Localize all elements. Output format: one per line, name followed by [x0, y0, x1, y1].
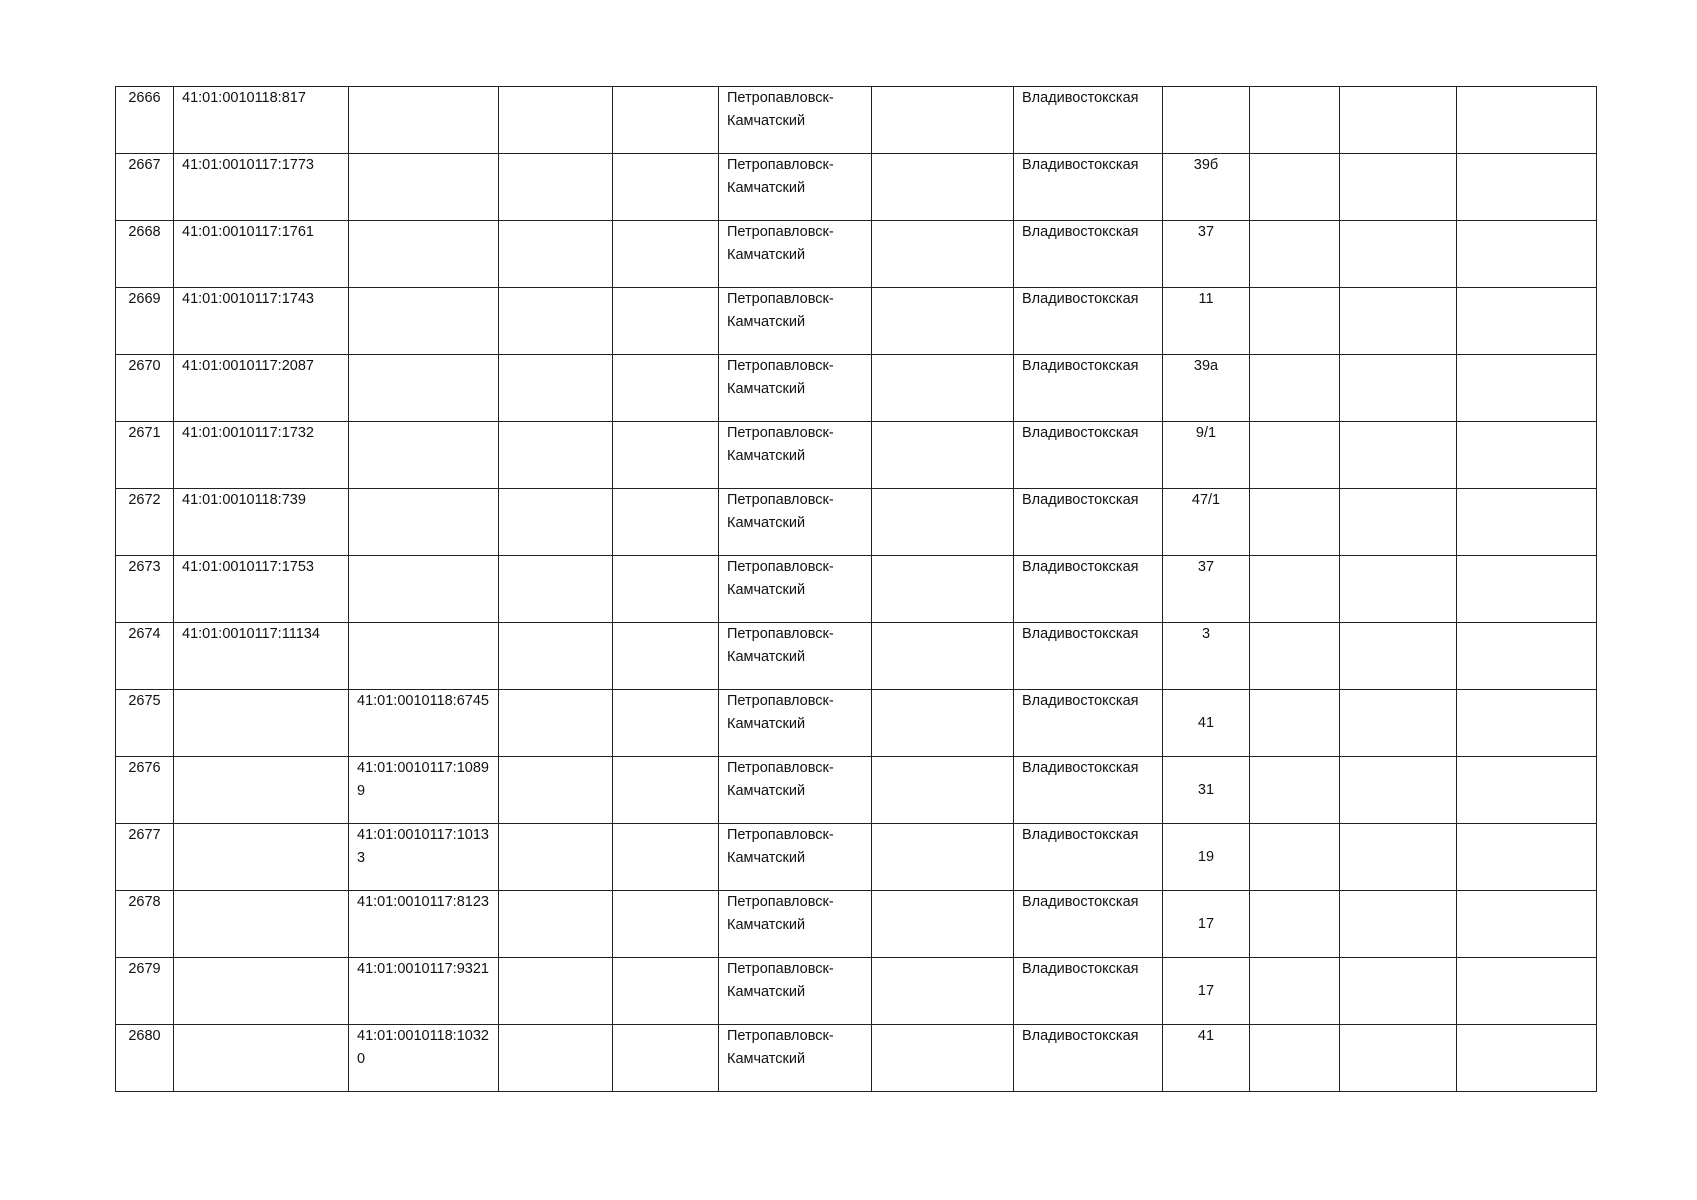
row-number: 2677 — [128, 827, 161, 843]
empty-cell — [1457, 690, 1597, 757]
row-number-cell — [116, 958, 174, 1025]
row-number-cell — [116, 824, 174, 891]
empty-cell — [872, 87, 1014, 154]
table-row — [116, 154, 1597, 221]
city-cell — [719, 958, 872, 1025]
street-cell — [1014, 958, 1163, 1025]
house-number: 17 — [1197, 982, 1215, 999]
street-cell — [1014, 489, 1163, 556]
city-name: Петропавловск-Камчатский — [727, 961, 834, 1000]
city-name: Петропавловск-Камчатский — [727, 157, 834, 196]
empty-cell — [613, 87, 719, 154]
row-number: 2667 — [128, 157, 161, 173]
house-number-cell — [1163, 556, 1250, 623]
empty-cell — [499, 623, 613, 690]
empty-cell — [872, 690, 1014, 757]
city-name: Петропавловск-Камчатский — [727, 760, 834, 799]
table-row — [116, 556, 1597, 623]
street-name: Владивостокская — [1022, 492, 1139, 508]
empty-cell — [872, 824, 1014, 891]
empty-cell — [613, 690, 719, 757]
cadastral-number-cell — [174, 87, 349, 154]
building-cadastral-number-cell — [349, 1025, 499, 1092]
building-cadastral-number-cell — [349, 355, 499, 422]
city-name: Петропавловск-Камчатский — [727, 358, 834, 397]
street-name: Владивостокская — [1022, 693, 1139, 709]
street-cell — [1014, 221, 1163, 288]
cadastral-number-cell — [174, 623, 349, 690]
row-number-cell — [116, 288, 174, 355]
city-cell — [719, 891, 872, 958]
empty-cell — [613, 154, 719, 221]
city-cell — [719, 87, 872, 154]
cadastral-number-cell — [174, 1025, 349, 1092]
city-name: Петропавловск-Камчатский — [727, 1028, 834, 1067]
cadastral-number-cell — [174, 355, 349, 422]
row-number: 2678 — [128, 894, 161, 910]
street-cell — [1014, 87, 1163, 154]
house-number: 41 — [1197, 714, 1215, 731]
house-number: 39а — [1193, 358, 1219, 374]
empty-cell — [499, 891, 613, 958]
table-row — [116, 288, 1597, 355]
cadastral-number-cell — [174, 154, 349, 221]
empty-cell — [613, 958, 719, 1025]
row-number: 2675 — [128, 693, 161, 709]
street-cell — [1014, 757, 1163, 824]
street-cell — [1014, 891, 1163, 958]
table-row — [116, 1025, 1597, 1092]
empty-cell — [613, 422, 719, 489]
empty-cell — [499, 690, 613, 757]
empty-cell — [1340, 891, 1457, 958]
empty-cell — [499, 288, 613, 355]
empty-cell — [1457, 556, 1597, 623]
empty-cell — [1340, 690, 1457, 757]
row-number-cell — [116, 422, 174, 489]
building-cadastral-number-cell — [349, 958, 499, 1025]
cadastral-number: 41:01:0010117:1743 — [182, 291, 314, 307]
city-cell — [719, 288, 872, 355]
empty-cell — [1340, 87, 1457, 154]
empty-cell — [872, 154, 1014, 221]
table-row — [116, 221, 1597, 288]
building-cadastral-number-cell — [349, 87, 499, 154]
empty-cell — [872, 221, 1014, 288]
table-row — [116, 958, 1597, 1025]
empty-cell — [1250, 489, 1340, 556]
building-cadastral-number-cell — [349, 154, 499, 221]
building-cadastral-number-cell — [349, 288, 499, 355]
empty-cell — [872, 288, 1014, 355]
empty-cell — [499, 1025, 613, 1092]
empty-cell — [1250, 690, 1340, 757]
house-number: 19 — [1197, 848, 1215, 865]
street-name: Владивостокская — [1022, 358, 1139, 374]
row-number-cell — [116, 221, 174, 288]
street-name: Владивостокская — [1022, 827, 1139, 843]
house-number: 41 — [1197, 1028, 1215, 1044]
row-number: 2673 — [128, 559, 161, 575]
street-name: Владивостокская — [1022, 626, 1139, 642]
empty-cell — [1457, 489, 1597, 556]
empty-cell — [1457, 422, 1597, 489]
city-cell — [719, 355, 872, 422]
cadastral-number-cell — [174, 221, 349, 288]
empty-cell — [872, 422, 1014, 489]
empty-cell — [1250, 958, 1340, 1025]
house-number-cell — [1163, 757, 1250, 824]
house-number-cell — [1163, 623, 1250, 690]
empty-cell — [872, 489, 1014, 556]
empty-cell — [1250, 154, 1340, 221]
cadastral-number: 41:01:0010117:11134 — [182, 626, 320, 642]
empty-cell — [1340, 221, 1457, 288]
empty-cell — [1250, 824, 1340, 891]
empty-cell — [1250, 288, 1340, 355]
house-number: 11 — [1198, 291, 1214, 307]
empty-cell — [872, 757, 1014, 824]
empty-cell — [1457, 958, 1597, 1025]
row-number: 2672 — [128, 492, 161, 508]
empty-cell — [1457, 221, 1597, 288]
empty-cell — [499, 422, 613, 489]
street-name: Владивостокская — [1022, 894, 1139, 910]
empty-cell — [872, 623, 1014, 690]
empty-cell — [1250, 757, 1340, 824]
empty-cell — [1457, 824, 1597, 891]
empty-cell — [613, 221, 719, 288]
row-number-cell — [116, 489, 174, 556]
house-number-cell — [1163, 221, 1250, 288]
city-name: Петропавловск-Камчатский — [727, 894, 834, 933]
cadastral-number-cell — [174, 757, 349, 824]
building-cadastral-number-cell — [349, 556, 499, 623]
street-cell — [1014, 690, 1163, 757]
house-number: 31 — [1197, 781, 1215, 798]
row-number-cell — [116, 355, 174, 422]
empty-cell — [1457, 87, 1597, 154]
city-cell — [719, 422, 872, 489]
row-number: 2669 — [128, 291, 161, 307]
cadastral-number-cell — [174, 288, 349, 355]
empty-cell — [1340, 1025, 1457, 1092]
row-number: 2674 — [128, 626, 161, 642]
empty-cell — [1457, 891, 1597, 958]
table-row — [116, 355, 1597, 422]
empty-cell — [1340, 623, 1457, 690]
empty-cell — [1250, 623, 1340, 690]
empty-cell — [499, 556, 613, 623]
street-name: Владивостокская — [1022, 90, 1139, 106]
city-name: Петропавловск-Камчатский — [727, 224, 834, 263]
empty-cell — [613, 824, 719, 891]
house-number-cell — [1163, 154, 1250, 221]
row-number: 2670 — [128, 358, 161, 374]
city-name: Петропавловск-Камчатский — [727, 90, 834, 129]
empty-cell — [499, 757, 613, 824]
empty-cell — [872, 355, 1014, 422]
empty-cell — [1250, 221, 1340, 288]
empty-cell — [1457, 1025, 1597, 1092]
house-number-cell — [1163, 355, 1250, 422]
building-cadastral-number-cell — [349, 757, 499, 824]
empty-cell — [499, 355, 613, 422]
empty-cell — [872, 891, 1014, 958]
empty-cell — [1340, 422, 1457, 489]
city-cell — [719, 1025, 872, 1092]
row-number-cell — [116, 623, 174, 690]
empty-cell — [872, 556, 1014, 623]
cadastral-number-cell — [174, 958, 349, 1025]
cadastral-number: 41:01:0010117:1761 — [182, 224, 314, 240]
building-cadastral-number: 41:01:0010118:10320 — [357, 1028, 489, 1067]
empty-cell — [1457, 288, 1597, 355]
building-cadastral-number-cell — [349, 623, 499, 690]
table-row — [116, 623, 1597, 690]
building-cadastral-number-cell — [349, 690, 499, 757]
house-number-cell — [1163, 824, 1250, 891]
house-number-cell — [1163, 87, 1250, 154]
cadastral-number-cell — [174, 824, 349, 891]
house-number-cell — [1163, 422, 1250, 489]
building-cadastral-number-cell — [349, 824, 499, 891]
empty-cell — [1340, 824, 1457, 891]
row-number-cell — [116, 891, 174, 958]
cadastral-number-cell — [174, 556, 349, 623]
street-name: Владивостокская — [1022, 425, 1139, 441]
empty-cell — [1340, 355, 1457, 422]
empty-cell — [1457, 623, 1597, 690]
empty-cell — [872, 1025, 1014, 1092]
street-name: Владивостокская — [1022, 760, 1139, 776]
row-number-cell — [116, 690, 174, 757]
building-cadastral-number-cell — [349, 489, 499, 556]
house-number-cell — [1163, 489, 1250, 556]
row-number-cell — [116, 1025, 174, 1092]
cadastral-number: 41:01:0010118:817 — [182, 90, 306, 106]
building-cadastral-number: 41:01:0010117:8123 — [357, 894, 489, 910]
empty-cell — [499, 154, 613, 221]
street-cell — [1014, 355, 1163, 422]
house-number-cell — [1163, 288, 1250, 355]
city-name: Петропавловск-Камчатский — [727, 425, 834, 464]
table-row — [116, 690, 1597, 757]
street-cell — [1014, 288, 1163, 355]
house-number: 9/1 — [1195, 425, 1217, 441]
cadastral-number-cell — [174, 891, 349, 958]
city-name: Петропавловск-Камчатский — [727, 559, 834, 598]
address-registry-table — [115, 86, 1597, 1092]
building-cadastral-number: 41:01:0010117:10133 — [357, 827, 489, 866]
cadastral-number-cell — [174, 690, 349, 757]
street-cell — [1014, 154, 1163, 221]
empty-cell — [613, 891, 719, 958]
row-number-cell — [116, 87, 174, 154]
street-cell — [1014, 623, 1163, 690]
table-row — [116, 757, 1597, 824]
empty-cell — [1250, 355, 1340, 422]
street-name: Владивостокская — [1022, 157, 1139, 173]
row-number: 2671 — [128, 425, 161, 441]
empty-cell — [872, 958, 1014, 1025]
cadastral-number-cell — [174, 489, 349, 556]
empty-cell — [1250, 556, 1340, 623]
table-row — [116, 489, 1597, 556]
empty-cell — [1457, 154, 1597, 221]
cadastral-number: 41:01:0010118:739 — [182, 492, 306, 508]
row-number: 2666 — [128, 90, 161, 106]
house-number-cell — [1163, 891, 1250, 958]
house-number: 47/1 — [1191, 492, 1221, 508]
empty-cell — [1340, 757, 1457, 824]
city-cell — [719, 757, 872, 824]
building-cadastral-number: 41:01:0010118:6745 — [357, 693, 489, 709]
empty-cell — [1250, 87, 1340, 154]
empty-cell — [499, 958, 613, 1025]
empty-cell — [1250, 891, 1340, 958]
row-number: 2679 — [128, 961, 161, 977]
street-name: Владивостокская — [1022, 559, 1139, 575]
cadastral-number: 41:01:0010117:1732 — [182, 425, 314, 441]
house-number: 39б — [1193, 157, 1219, 173]
city-name: Петропавловск-Камчатский — [727, 827, 834, 866]
table-row — [116, 824, 1597, 891]
house-number-cell — [1163, 958, 1250, 1025]
cadastral-number: 41:01:0010117:1753 — [182, 559, 314, 575]
empty-cell — [613, 288, 719, 355]
house-number-cell — [1163, 690, 1250, 757]
street-name: Владивостокская — [1022, 1028, 1139, 1044]
house-number: 37 — [1197, 224, 1215, 240]
building-cadastral-number: 41:01:0010117:10899 — [357, 760, 489, 799]
building-cadastral-number: 41:01:0010117:9321 — [357, 961, 489, 977]
table-row — [116, 87, 1597, 154]
city-cell — [719, 824, 872, 891]
empty-cell — [613, 489, 719, 556]
city-cell — [719, 690, 872, 757]
street-name: Владивостокская — [1022, 961, 1139, 977]
house-number: 37 — [1197, 559, 1215, 575]
street-name: Владивостокская — [1022, 224, 1139, 240]
building-cadastral-number-cell — [349, 221, 499, 288]
empty-cell — [613, 556, 719, 623]
empty-cell — [613, 757, 719, 824]
city-name: Петропавловск-Камчатский — [727, 291, 834, 330]
city-cell — [719, 556, 872, 623]
house-number: 17 — [1197, 915, 1215, 932]
empty-cell — [1457, 757, 1597, 824]
house-number-cell — [1163, 1025, 1250, 1092]
empty-cell — [613, 623, 719, 690]
city-cell — [719, 154, 872, 221]
row-number-cell — [116, 556, 174, 623]
empty-cell — [1340, 958, 1457, 1025]
empty-cell — [613, 1025, 719, 1092]
row-number-cell — [116, 154, 174, 221]
cadastral-number: 41:01:0010117:1773 — [182, 157, 314, 173]
row-number: 2668 — [128, 224, 161, 240]
empty-cell — [499, 221, 613, 288]
table-row — [116, 891, 1597, 958]
street-cell — [1014, 422, 1163, 489]
building-cadastral-number-cell — [349, 891, 499, 958]
house-number: 3 — [1201, 626, 1211, 642]
table-row — [116, 422, 1597, 489]
empty-cell — [1340, 154, 1457, 221]
city-cell — [719, 221, 872, 288]
empty-cell — [1340, 489, 1457, 556]
city-cell — [719, 623, 872, 690]
empty-cell — [1250, 422, 1340, 489]
row-number-cell — [116, 757, 174, 824]
empty-cell — [613, 355, 719, 422]
city-cell — [719, 489, 872, 556]
street-cell — [1014, 556, 1163, 623]
empty-cell — [1250, 1025, 1340, 1092]
cadastral-number-cell — [174, 422, 349, 489]
city-name: Петропавловск-Камчатский — [727, 492, 834, 531]
empty-cell — [499, 824, 613, 891]
cadastral-number: 41:01:0010117:2087 — [182, 358, 314, 374]
empty-cell — [1340, 556, 1457, 623]
street-name: Владивостокская — [1022, 291, 1139, 307]
empty-cell — [499, 489, 613, 556]
empty-cell — [1340, 288, 1457, 355]
street-cell — [1014, 824, 1163, 891]
city-name: Петропавловск-Камчатский — [727, 693, 834, 732]
empty-cell — [499, 87, 613, 154]
row-number: 2680 — [128, 1028, 161, 1044]
empty-cell — [1457, 355, 1597, 422]
row-number: 2676 — [128, 760, 161, 776]
building-cadastral-number-cell — [349, 422, 499, 489]
city-name: Петропавловск-Камчатский — [727, 626, 834, 665]
street-cell — [1014, 1025, 1163, 1092]
